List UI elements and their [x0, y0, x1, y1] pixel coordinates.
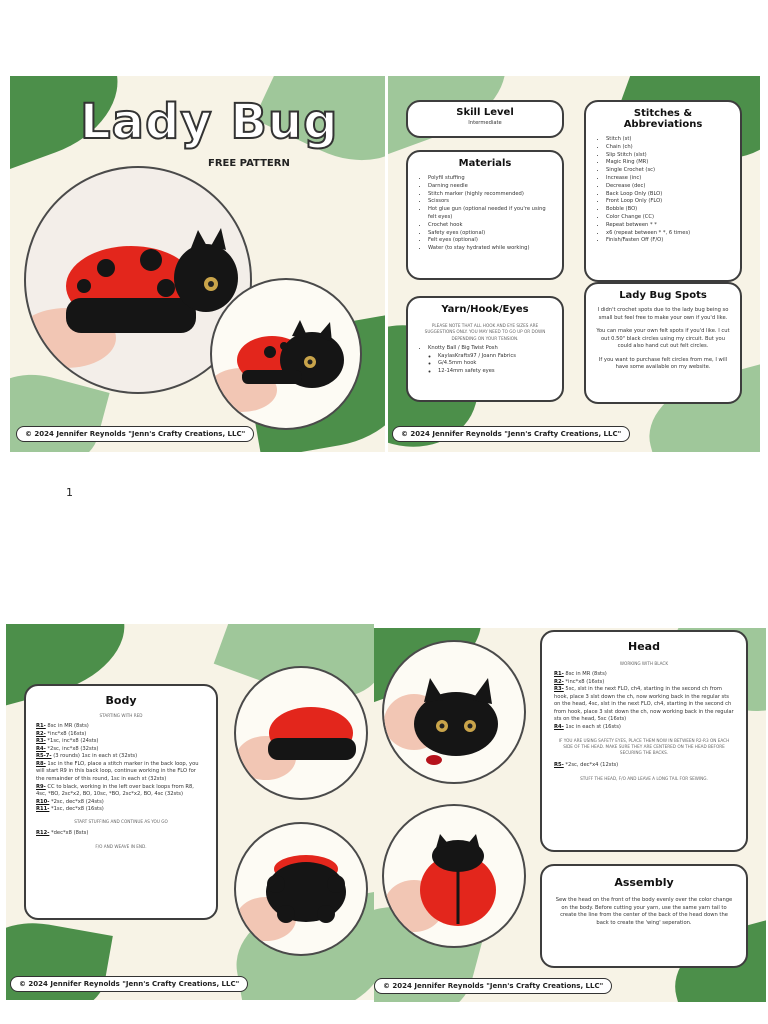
pattern-row: R10- *2sc, dec*x8 (24sts) — [36, 798, 104, 805]
pattern-row: R3- 5sc, slst in the next FLO, ch4, starting in the second ch from hook, place 3 slst down the ch, now working back in the regular sts on the head, 4sc, slst in the next FLO, ch4, starting in the second ch from hook, place 3 slst down the ch, now working back in the regular sts on the head, 5sc (16sts) — [554, 686, 734, 723]
info-panel — [388, 76, 760, 452]
head-photo — [382, 640, 526, 784]
stitches-card — [584, 100, 742, 282]
stitches-list — [594, 136, 732, 245]
materials-card — [406, 150, 564, 280]
pattern-row: R2- *inc*x8 (16sts) — [36, 730, 87, 737]
head-start-note: WORKING WITH BLACK — [619, 661, 669, 666]
ladybug-photo-small — [210, 278, 362, 430]
pattern-row: R1- 8sc in MR (8sts) — [554, 671, 607, 678]
assembly-heading: Assembly — [614, 876, 674, 889]
list-item: • Felt eyes (optional) — [428, 237, 554, 245]
pattern-row: R3- *1sc, inc*x8 (24sts) — [36, 738, 99, 745]
cover-panel — [10, 76, 385, 452]
yarn-heading: Yarn/Hook/Eyes — [441, 304, 529, 315]
assembled-ladybug-photo — [382, 804, 526, 948]
pattern-row: R4- 1sc in each st (16sts) — [554, 724, 621, 731]
list-item: • Finish/Fasten Off (F/O) — [606, 237, 732, 245]
head-panel — [374, 628, 766, 1002]
spots-card — [584, 282, 742, 404]
list-item: ◦ KaylasKrafts97 / Joann Fabrics — [438, 353, 554, 361]
copyright-badge: © 2024 Jennifer Reynolds "Jenn's Crafty Creations, LLC" — [16, 426, 254, 442]
pattern-row: R11- *1sc, dec*x8 (16sts) — [36, 806, 104, 813]
body-heading: Body — [105, 694, 137, 707]
pattern-row: R9- CC to black, working in the left over back loops from R8, 4sc, *BO, 2sc*x2, BO, 10sc, *BO, 2sc*x2, BO, 4sc (32sts) — [36, 783, 194, 798]
skill-level-card — [406, 100, 564, 138]
head-heading: Head — [628, 640, 660, 653]
list-item: • Scissors — [428, 198, 554, 206]
list-item: • Slip Stitch (slst) — [606, 152, 732, 160]
head-card — [540, 630, 748, 852]
pattern-row: R2- *inc*x8 (16sts) — [554, 678, 605, 685]
pattern-row: R8- 1sc in the FLO, place a stitch marker in the back loop, you will start R9 in this back loop, continue working in the FLO for the remainder of this round, 1sc in each st (32sts) — [36, 760, 199, 783]
materials-list — [416, 175, 554, 253]
head-end-note: STUFF THE HEAD, F/O AND LEAVE A LONG TAIL FOR SEWING. — [580, 775, 708, 781]
list-item: • Repeat between * * — [606, 222, 732, 230]
list-item: • Decrease (dec) — [606, 183, 732, 191]
cover-title: Lady Bug — [80, 94, 339, 150]
copyright-badge: © 2024 Jennifer Reynolds "Jenn's Crafty Creations, LLC" — [10, 976, 248, 992]
pattern-row: R5-7- (3 rounds) 1sc in each st (32sts) — [36, 753, 138, 760]
materials-heading: Materials — [458, 158, 512, 169]
assembly-text: Sew the head on the front of the body evenly over the color change on the body. Before cutting your yarn, use the same yarn tail to create the line from the center of the back of the head down the back to create the 'wing' seperation. — [555, 897, 733, 926]
body-panel — [6, 624, 374, 1000]
yarn-note: PLEASE NOTE THAT ALL HOOK AND EYE SIZES ARE SUGGESTIONS ONLY. YOU MAY NEED TO GO UP OR DOWN DEPENDING ON YOUR TENSION. — [424, 323, 546, 341]
list-item: • Color Change (CC) — [606, 214, 732, 222]
copyright-badge: © 2024 Jennifer Reynolds "Jenn's Crafty Creations, LLC" — [392, 426, 630, 442]
spots-paragraph: You can make your own felt spots if you'd like. I cut out 0.50" black circles using my circuit. But you could also hand cut out felt circles. — [596, 328, 730, 350]
body-card — [24, 684, 218, 920]
list-item: • Increase (inc) — [606, 175, 732, 183]
pattern-row: R4- *2sc, inc*x8 (32sts) — [36, 745, 99, 752]
spots-paragraph: I didn't crochet spots due to the lady bug being so small but feel free to make your own if you'd like. — [597, 307, 729, 321]
pattern-row: R12- *dec*x8 (8sts) — [36, 829, 89, 836]
list-item: • Stitch (st) — [606, 136, 732, 144]
head-rows — [554, 671, 734, 731]
cover-subtitle: FREE PATTERN — [208, 158, 290, 169]
list-item: ◦ 12-14mm safety eyes — [438, 368, 554, 376]
spots-paragraph: If you want to purchase felt circles from me, I will have some available on my website. — [598, 356, 728, 371]
list-item: • Back Loop Only (BLO) — [606, 191, 732, 199]
body-end-note: F/O AND WEAVE IN END. — [95, 843, 147, 849]
body-start-note: STARTING WITH RED — [99, 713, 143, 718]
yarn-list — [416, 345, 554, 376]
list-item: • Hot glue gun (optional needed if you're using felt eyes) — [428, 206, 554, 222]
skill-level-heading: Skill Level — [456, 107, 514, 118]
list-item: • x6 (repeat between * *, 6 times) — [606, 230, 732, 238]
body-rows — [36, 723, 206, 813]
pattern-row: R5- *2sc, dec*x4 (12sts) — [554, 762, 619, 769]
stitches-heading: Stitches & Abbreviations — [623, 108, 703, 130]
spots-heading: Lady Bug Spots — [619, 290, 707, 301]
body-photo-bottom — [234, 822, 368, 956]
stuffing-note: START STUFFING AND CONTINUE AS YOU GO — [74, 818, 168, 824]
copyright-badge: © 2024 Jennifer Reynolds "Jenn's Crafty Creations, LLC" — [374, 978, 612, 994]
list-item: • Safety eyes (optional) — [428, 230, 554, 238]
eyes-note: IF YOU ARE USING SAFETY EYES, PLACE THEM NOW IN BETWEEN R2-R3 ON EACH SIDE OF THE HEAD. MAKE SURE THEY ARE CENTERED ON THE HEAD BEFORE SECURING THE BACKS. — [558, 737, 730, 756]
list-item: • Chain (ch) — [606, 144, 732, 152]
assembly-card — [540, 864, 748, 968]
list-item: • Crochet hook — [428, 222, 554, 230]
skill-level-value: Intermediate — [468, 120, 502, 126]
list-item: ◦ G/4.5mm hook — [438, 360, 554, 368]
list-item: • Darning needle — [428, 183, 554, 191]
page-number: 1 — [66, 486, 73, 499]
yarn-hook-eyes-card — [406, 296, 564, 402]
list-item: • Stitch marker (highly recommended) — [428, 191, 554, 199]
list-item: • Polyfil stuffing — [428, 175, 554, 183]
body-photo-top — [234, 666, 368, 800]
list-item: • Magic Ring (MR) — [606, 159, 732, 167]
list-item: • Front Loop Only (FLO) — [606, 198, 732, 206]
list-item: • Knotty Ball / Big Twist Posh ◦ KaylasKrafts97 / Joann Fabrics ◦ G/4.5mm hook ◦ 12-14mm safety eyes — [428, 345, 554, 376]
pattern-row: R1- 8sc in MR (8sts) — [36, 723, 89, 730]
list-item: • Single Crochet (sc) — [606, 167, 732, 175]
list-item: • Bobble (BO) — [606, 206, 732, 214]
list-item: • Water (to stay hydrated while working) — [428, 245, 554, 253]
